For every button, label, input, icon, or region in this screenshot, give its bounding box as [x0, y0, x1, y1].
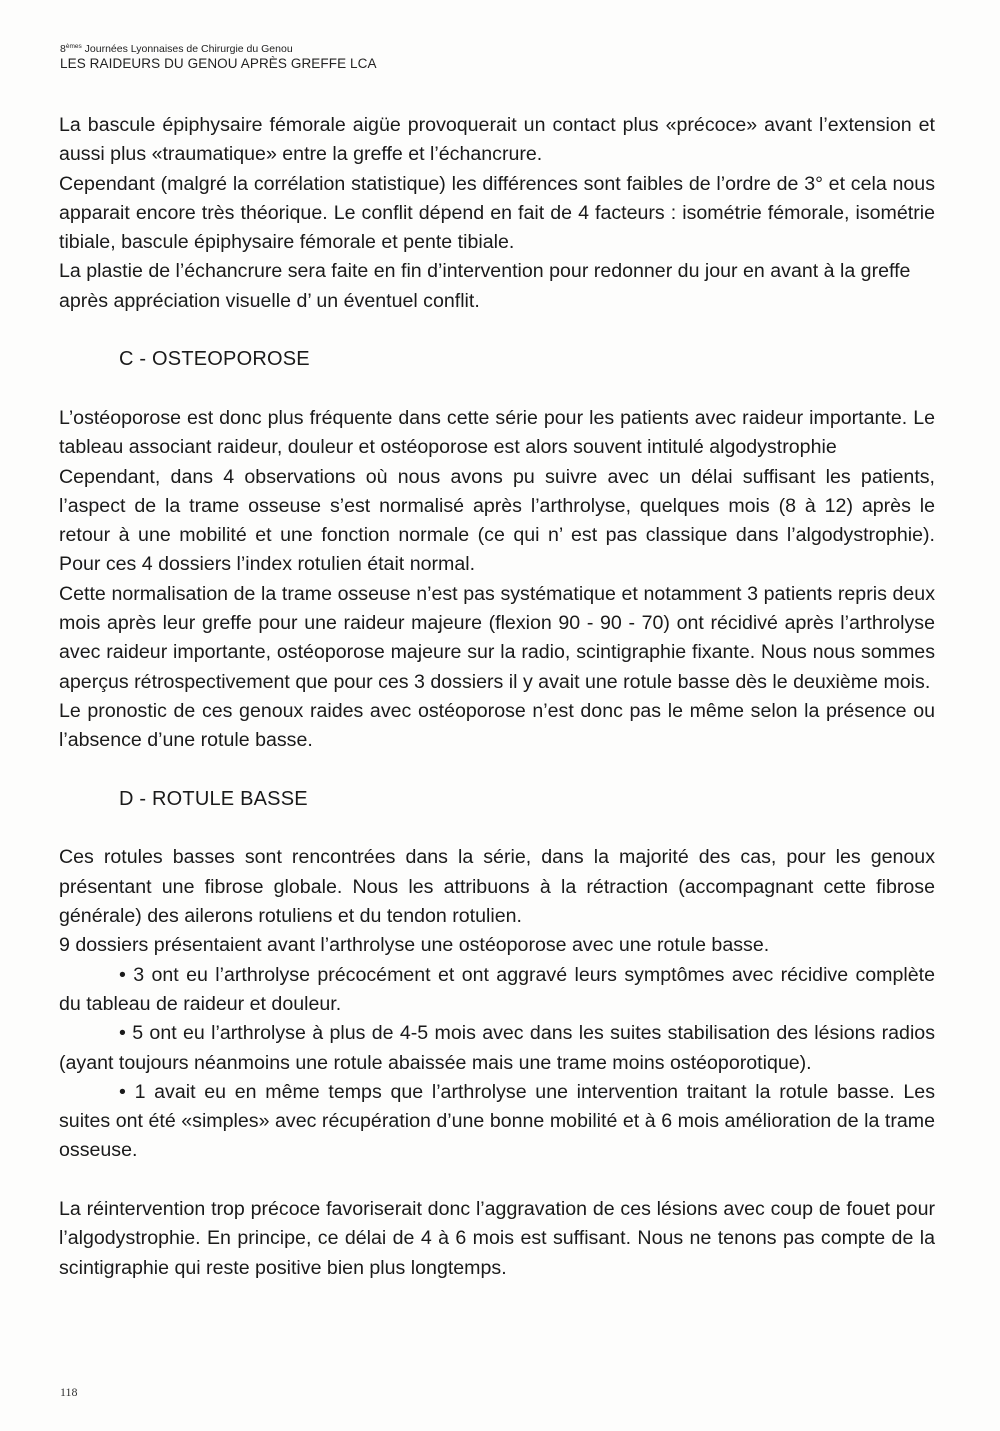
conference-rest: Journées Lyonnaises de Chirurgie du Genou — [81, 43, 293, 55]
section-heading-d: D - ROTULE BASSE — [119, 787, 308, 810]
conference-name — [60, 40, 940, 56]
section-heading-c: C - OSTEOPOROSE — [119, 348, 310, 371]
spacer — [59, 375, 935, 404]
bullet-item: • 3 ont eu l’arthrolyse précocément et ont aggravé leurs symptômes avec récidive complète du tableau de raideur et douleur. — [59, 963, 935, 1015]
running-header — [60, 40, 940, 72]
paragraph: La bascule épiphysaire fémorale aigüe provoquerait un contact plus «précoce» avant l’extension et aussi plus «traumatique» entre la greffe et l’échancrure. — [59, 114, 935, 166]
spacer — [59, 316, 935, 345]
spacer — [59, 756, 935, 785]
paragraph: Le pronostic de ces genoux raides avec ostéoporose n’est donc pas le même selon la présence ou l’absence d’une rotule basse. — [59, 699, 935, 752]
paragraph: Cependant, dans 4 observations où nous avons pu suivre avec un délai suffisant les patients, l’aspect de la trame osseuse s’est normalisé après l’arthrolyse, quelques mois (8 à 12) après le retour à une mobilité et une fonction normale (ce qui n’ est pas classique dans l’algodystrophie). Pour ces 4 dossiers l’index rotulien était normal. — [59, 465, 935, 576]
paragraph: Ces rotules basses sont rencontrées dans la série, dans la majorité des cas, pour les genoux présentant une fibrose globale. Nous les attribuons à la rétraction (accompagnant cette fibrose générale) des ailerons rotuliens et du tendon rotulien. — [59, 846, 935, 928]
bullet-item: • 1 avait eu en même temps que l’arthrolyse une intervention traitant la rotule basse. Les suites ont été «simples» avec récupération d’une bonne mobilité et à 6 mois amélioration de la trame osseuse. — [59, 1080, 935, 1162]
paragraph: Cette normalisation de la trame osseuse n’est pas systématique et notamment 3 patients repris deux mois après leur greffe pour une raideur majeure (flexion 90 - 90 - 70) ont récidivé après l’arthrolyse avec raideur importante, ostéoporose majeure sur la radio, scintigraphie fixante. Nous nous sommes aperçus rétrospectivement que pour ces 3 dossiers il y avait une rotule basse dès le deuxième mois. — [59, 582, 935, 693]
paragraph: La plastie de l’échancrure sera faite en fin d’intervention pour redonner du jour en avant à la greffe après appréciation visuelle d’ un éventuel conflit. — [59, 260, 911, 312]
chapter-title: LES RAIDEURS DU GENOU APRÈS GREFFE LCA — [60, 56, 377, 71]
paragraph: La réintervention trop précoce favoriserait donc l’aggravation de ces lésions avec coup de fouet pour l’algodystrophie. En principe, ce délai de 4 à 6 mois est suffisant. Nous ne tenons pas compte de la scintigraphie qui reste positive bien plus longtemps. — [59, 1197, 935, 1279]
paragraph: 9 dossiers présentaient avant l’arthrolyse une ostéoporose avec une rotule basse. — [59, 934, 770, 957]
paragraph: Cependant (malgré la corrélation statistique) les différences sont faibles de l’ordre de 3° et cela nous apparait encore très théorique. Le conflit dépend en fait de 4 facteurs : isométrie fémorale, isométrie tibiale, bascule épiphysaire fémorale et pente tibiale. — [59, 172, 935, 254]
conference-number: 8 — [60, 43, 66, 55]
conference-suffix: èmes — [65, 43, 82, 50]
paragraph: L’ostéoporose est donc plus fréquente dans cette série pour les patients avec raideur importante. Le tableau associant raideur, douleur et ostéoporose est alors souvent intitulé algodystrophie — [59, 406, 935, 459]
body-text — [59, 111, 935, 1283]
spacer — [59, 1166, 935, 1195]
page-number: 118 — [60, 1385, 78, 1399]
bullet-item: • 5 ont eu l’arthrolyse à plus de 4-5 mois avec dans les suites stabilisation des lésions radios (ayant toujours néanmoins une rotule abaissée mais une trame moins ostéoporotique). — [59, 1022, 935, 1074]
spacer — [59, 814, 935, 843]
